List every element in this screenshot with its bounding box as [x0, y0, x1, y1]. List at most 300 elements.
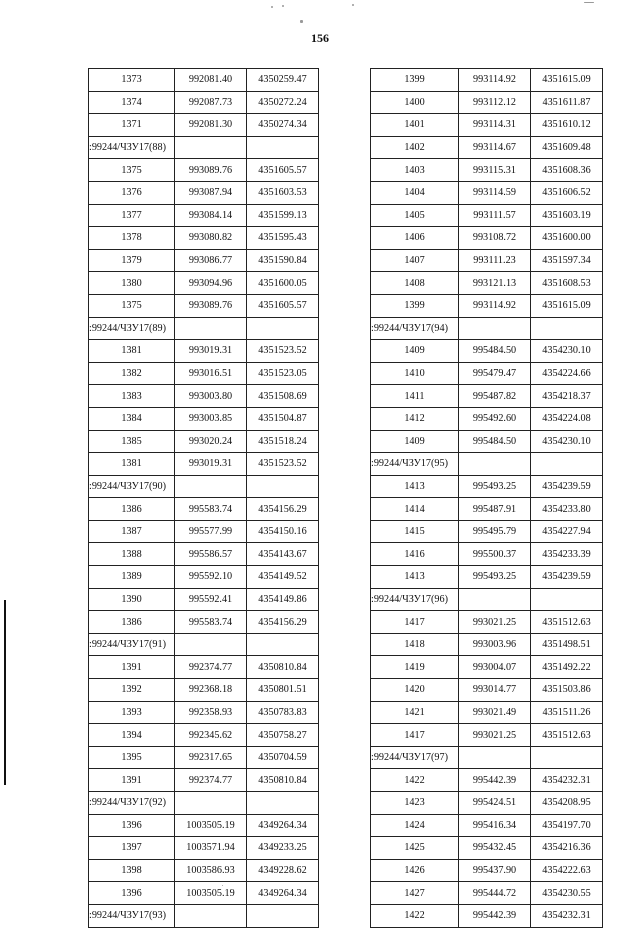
point-number-cell: 1418	[371, 633, 459, 656]
y-coordinate-cell: 4350704.59	[247, 746, 319, 769]
x-coordinate-cell: 993111.23	[459, 249, 531, 272]
y-coordinate-cell: 4351597.34	[531, 249, 603, 272]
x-coordinate-cell	[175, 475, 247, 498]
point-number-cell: 1383	[89, 385, 175, 408]
x-coordinate-cell: 993089.76	[175, 159, 247, 182]
x-coordinate-cell: 993014.77	[459, 679, 531, 702]
point-number-cell: 1371	[89, 114, 175, 137]
point-number-cell: 1417	[371, 611, 459, 634]
point-number-cell: 1424	[371, 814, 459, 837]
table-row	[89, 724, 319, 747]
table-row	[371, 679, 603, 702]
table-row	[89, 543, 319, 566]
point-number-cell: 1423	[371, 792, 459, 815]
x-coordinate-cell	[459, 588, 531, 611]
y-coordinate-cell: 4351599.13	[247, 204, 319, 227]
x-coordinate-cell: 1003586.93	[175, 859, 247, 882]
x-coordinate-cell: 995493.25	[459, 566, 531, 589]
x-coordinate-cell: 1003505.19	[175, 882, 247, 905]
table-row	[371, 453, 603, 476]
y-coordinate-cell: 4354143.67	[247, 543, 319, 566]
y-coordinate-cell: 4351615.09	[531, 69, 603, 92]
point-number-cell: 1375	[89, 294, 175, 317]
point-number-cell: 1388	[89, 543, 175, 566]
x-coordinate-cell: 995437.90	[459, 859, 531, 882]
table-row	[371, 227, 603, 250]
y-coordinate-cell: 4350272.24	[247, 91, 319, 114]
table-row	[371, 430, 603, 453]
point-number-cell: 1415	[371, 520, 459, 543]
table-row	[371, 407, 603, 430]
table-row	[89, 701, 319, 724]
table-row	[371, 792, 603, 815]
y-coordinate-cell: 4354150.16	[247, 520, 319, 543]
x-coordinate-cell: 993087.94	[175, 181, 247, 204]
y-coordinate-cell: 4351508.69	[247, 385, 319, 408]
table-row	[371, 204, 603, 227]
y-coordinate-cell: 4354230.10	[531, 430, 603, 453]
table-row	[371, 317, 603, 340]
table-row	[89, 317, 319, 340]
table-row	[89, 566, 319, 589]
x-coordinate-cell: 995592.41	[175, 588, 247, 611]
point-number-cell: 1398	[89, 859, 175, 882]
table-row	[89, 227, 319, 250]
table-row	[89, 114, 319, 137]
y-coordinate-cell: 4354222.63	[531, 859, 603, 882]
point-number-cell: 1409	[371, 430, 459, 453]
table-row	[371, 724, 603, 747]
y-coordinate-cell: 4351498.51	[531, 633, 603, 656]
table-row	[371, 385, 603, 408]
x-coordinate-cell: 995416.34	[459, 814, 531, 837]
table-row	[371, 294, 603, 317]
table-row	[89, 294, 319, 317]
point-number-cell: 1391	[89, 656, 175, 679]
coordinates-table-right	[370, 68, 603, 928]
y-coordinate-cell: 4354224.08	[531, 407, 603, 430]
margin-bar	[4, 600, 6, 785]
point-number-cell: 1379	[89, 249, 175, 272]
parcel-label-cell: :99244/ЧЗУ17(89)	[89, 317, 175, 340]
point-number-cell: 1392	[89, 679, 175, 702]
y-coordinate-cell	[247, 317, 319, 340]
x-coordinate-cell: 995432.45	[459, 837, 531, 860]
table-row	[371, 475, 603, 498]
x-coordinate-cell	[175, 633, 247, 656]
y-coordinate-cell: 4351595.43	[247, 227, 319, 250]
y-coordinate-cell: 4354233.80	[531, 498, 603, 521]
point-number-cell: 1374	[89, 91, 175, 114]
y-coordinate-cell	[247, 904, 319, 927]
y-coordinate-cell: 4351503.86	[531, 679, 603, 702]
point-number-cell: 1384	[89, 407, 175, 430]
x-coordinate-cell: 993111.57	[459, 204, 531, 227]
x-coordinate-cell: 995479.47	[459, 362, 531, 385]
y-coordinate-cell	[247, 633, 319, 656]
x-coordinate-cell: 993121.13	[459, 272, 531, 295]
y-coordinate-cell: 4349264.34	[247, 882, 319, 905]
y-coordinate-cell: 4351611.87	[531, 91, 603, 114]
x-coordinate-cell: 992087.73	[175, 91, 247, 114]
point-number-cell: 1417	[371, 724, 459, 747]
table-row	[371, 814, 603, 837]
y-coordinate-cell: 4351608.53	[531, 272, 603, 295]
point-number-cell: 1427	[371, 882, 459, 905]
x-coordinate-cell: 995424.51	[459, 792, 531, 815]
y-coordinate-cell: 4351600.05	[247, 272, 319, 295]
table-row	[371, 837, 603, 860]
y-coordinate-cell: 4354230.10	[531, 340, 603, 363]
point-number-cell: 1420	[371, 679, 459, 702]
x-coordinate-cell: 995592.10	[175, 566, 247, 589]
y-coordinate-cell	[247, 792, 319, 815]
table-row	[371, 272, 603, 295]
y-coordinate-cell: 4351523.05	[247, 362, 319, 385]
x-coordinate-cell	[175, 136, 247, 159]
y-coordinate-cell	[531, 588, 603, 611]
x-coordinate-cell: 995495.79	[459, 520, 531, 543]
point-number-cell: 1401	[371, 114, 459, 137]
x-coordinate-cell: 993020.24	[175, 430, 247, 453]
table-row	[371, 566, 603, 589]
table-row	[371, 746, 603, 769]
x-coordinate-cell: 993019.31	[175, 340, 247, 363]
y-coordinate-cell: 4351523.52	[247, 340, 319, 363]
table-row	[89, 611, 319, 634]
point-number-cell: 1381	[89, 340, 175, 363]
x-coordinate-cell: 995442.39	[459, 904, 531, 927]
y-coordinate-cell: 4349228.62	[247, 859, 319, 882]
table-row	[371, 633, 603, 656]
table-row	[89, 498, 319, 521]
x-coordinate-cell	[175, 317, 247, 340]
table-row	[89, 520, 319, 543]
x-coordinate-cell: 995500.37	[459, 543, 531, 566]
table-row	[89, 362, 319, 385]
point-number-cell: 1396	[89, 814, 175, 837]
x-coordinate-cell: 993004.07	[459, 656, 531, 679]
y-coordinate-cell: 4354208.95	[531, 792, 603, 815]
point-number-cell: 1426	[371, 859, 459, 882]
x-coordinate-cell: 995484.50	[459, 340, 531, 363]
point-number-cell: 1391	[89, 769, 175, 792]
parcel-label-cell: :99244/ЧЗУ17(91)	[89, 633, 175, 656]
table-row	[89, 859, 319, 882]
table-row	[371, 136, 603, 159]
table-row	[89, 904, 319, 927]
point-number-cell: 1390	[89, 588, 175, 611]
y-coordinate-cell: 4351605.57	[247, 159, 319, 182]
y-coordinate-cell: 4354197.70	[531, 814, 603, 837]
x-coordinate-cell: 995487.82	[459, 385, 531, 408]
table-row	[371, 611, 603, 634]
point-number-cell: 1378	[89, 227, 175, 250]
point-number-cell: 1380	[89, 272, 175, 295]
table-row	[89, 91, 319, 114]
y-coordinate-cell: 4351523.52	[247, 453, 319, 476]
point-number-cell: 1425	[371, 837, 459, 860]
y-coordinate-cell: 4354156.29	[247, 498, 319, 521]
point-number-cell: 1403	[371, 159, 459, 182]
y-coordinate-cell: 4354230.55	[531, 882, 603, 905]
point-number-cell: 1402	[371, 136, 459, 159]
x-coordinate-cell: 1003571.94	[175, 837, 247, 860]
parcel-label-cell: :99244/ЧЗУ17(95)	[371, 453, 459, 476]
x-coordinate-cell: 992317.65	[175, 746, 247, 769]
table-row	[371, 114, 603, 137]
y-coordinate-cell: 4354239.59	[531, 475, 603, 498]
table-row	[89, 837, 319, 860]
y-coordinate-cell: 4351609.48	[531, 136, 603, 159]
x-coordinate-cell: 993084.14	[175, 204, 247, 227]
y-coordinate-cell: 4350810.84	[247, 769, 319, 792]
x-coordinate-cell: 993094.96	[175, 272, 247, 295]
table-row	[89, 430, 319, 453]
point-number-cell: 1386	[89, 498, 175, 521]
x-coordinate-cell: 993003.80	[175, 385, 247, 408]
point-number-cell: 1421	[371, 701, 459, 724]
table-row	[371, 159, 603, 182]
x-coordinate-cell: 993114.31	[459, 114, 531, 137]
y-coordinate-cell: 4351512.63	[531, 724, 603, 747]
table-row	[371, 249, 603, 272]
y-coordinate-cell: 4349264.34	[247, 814, 319, 837]
x-coordinate-cell: 993021.49	[459, 701, 531, 724]
x-coordinate-cell: 995484.50	[459, 430, 531, 453]
point-number-cell: 1422	[371, 769, 459, 792]
x-coordinate-cell: 993114.92	[459, 69, 531, 92]
table-row	[371, 181, 603, 204]
y-coordinate-cell	[531, 453, 603, 476]
x-coordinate-cell: 993112.12	[459, 91, 531, 114]
table-row	[89, 272, 319, 295]
point-number-cell: 1375	[89, 159, 175, 182]
y-coordinate-cell: 4351518.24	[247, 430, 319, 453]
y-coordinate-cell: 4351603.53	[247, 181, 319, 204]
point-number-cell: 1397	[89, 837, 175, 860]
x-coordinate-cell: 993016.51	[175, 362, 247, 385]
point-number-cell: 1422	[371, 904, 459, 927]
table-row	[89, 679, 319, 702]
point-number-cell: 1405	[371, 204, 459, 227]
point-number-cell: 1387	[89, 520, 175, 543]
y-coordinate-cell: 4351603.19	[531, 204, 603, 227]
y-coordinate-cell: 4351512.63	[531, 611, 603, 634]
x-coordinate-cell	[175, 904, 247, 927]
x-coordinate-cell: 993021.25	[459, 611, 531, 634]
x-coordinate-cell: 1003505.19	[175, 814, 247, 837]
table-row	[371, 498, 603, 521]
y-coordinate-cell: 4350758.27	[247, 724, 319, 747]
table-row	[371, 769, 603, 792]
table-row	[89, 882, 319, 905]
y-coordinate-cell	[247, 136, 319, 159]
table-row	[89, 181, 319, 204]
x-coordinate-cell: 995586.57	[175, 543, 247, 566]
table-row	[89, 69, 319, 92]
x-coordinate-cell: 992345.62	[175, 724, 247, 747]
table-row	[89, 453, 319, 476]
x-coordinate-cell	[459, 453, 531, 476]
y-coordinate-cell: 4354232.31	[531, 769, 603, 792]
coordinates-table-left	[88, 68, 319, 928]
table-row	[89, 814, 319, 837]
x-coordinate-cell: 995583.74	[175, 611, 247, 634]
y-coordinate-cell	[531, 317, 603, 340]
point-number-cell: 1414	[371, 498, 459, 521]
x-coordinate-cell	[459, 746, 531, 769]
table-row	[371, 69, 603, 92]
x-coordinate-cell: 993114.67	[459, 136, 531, 159]
x-coordinate-cell: 995487.91	[459, 498, 531, 521]
x-coordinate-cell: 992358.93	[175, 701, 247, 724]
table-row	[89, 407, 319, 430]
x-coordinate-cell: 993086.77	[175, 249, 247, 272]
x-coordinate-cell: 993080.82	[175, 227, 247, 250]
point-number-cell: 1407	[371, 249, 459, 272]
parcel-label-cell: :99244/ЧЗУ17(93)	[89, 904, 175, 927]
table-row	[371, 543, 603, 566]
y-coordinate-cell: 4351600.00	[531, 227, 603, 250]
x-coordinate-cell: 995442.39	[459, 769, 531, 792]
y-coordinate-cell: 4351492.22	[531, 656, 603, 679]
point-number-cell: 1412	[371, 407, 459, 430]
x-coordinate-cell: 993089.76	[175, 294, 247, 317]
point-number-cell: 1381	[89, 453, 175, 476]
y-coordinate-cell: 4351605.57	[247, 294, 319, 317]
table-row	[371, 656, 603, 679]
point-number-cell: 1394	[89, 724, 175, 747]
y-coordinate-cell: 4350259.47	[247, 69, 319, 92]
x-coordinate-cell: 995583.74	[175, 498, 247, 521]
point-number-cell: 1406	[371, 227, 459, 250]
x-coordinate-cell: 995444.72	[459, 882, 531, 905]
table-row	[371, 701, 603, 724]
y-coordinate-cell: 4354233.39	[531, 543, 603, 566]
y-coordinate-cell: 4351590.84	[247, 249, 319, 272]
x-coordinate-cell	[459, 317, 531, 340]
x-coordinate-cell: 993114.59	[459, 181, 531, 204]
table-row	[371, 340, 603, 363]
point-number-cell: 1393	[89, 701, 175, 724]
x-coordinate-cell: 995577.99	[175, 520, 247, 543]
y-coordinate-cell: 4351608.36	[531, 159, 603, 182]
point-number-cell: 1399	[371, 69, 459, 92]
parcel-label-cell: :99244/ЧЗУ17(97)	[371, 746, 459, 769]
point-number-cell: 1411	[371, 385, 459, 408]
table-row	[371, 362, 603, 385]
parcel-label-cell: :99244/ЧЗУ17(92)	[89, 792, 175, 815]
x-coordinate-cell: 992368.18	[175, 679, 247, 702]
page-number: 156	[311, 31, 329, 45]
x-coordinate-cell: 995493.25	[459, 475, 531, 498]
table-row	[89, 136, 319, 159]
x-coordinate-cell: 995492.60	[459, 407, 531, 430]
x-coordinate-cell: 993115.31	[459, 159, 531, 182]
x-coordinate-cell: 993114.92	[459, 294, 531, 317]
table-row	[89, 385, 319, 408]
y-coordinate-cell: 4354224.66	[531, 362, 603, 385]
table-row	[89, 769, 319, 792]
parcel-label-cell: :99244/ЧЗУ17(96)	[371, 588, 459, 611]
x-coordinate-cell: 992374.77	[175, 656, 247, 679]
x-coordinate-cell: 992374.77	[175, 769, 247, 792]
y-coordinate-cell: 4354232.31	[531, 904, 603, 927]
x-coordinate-cell	[175, 792, 247, 815]
table-row	[371, 882, 603, 905]
y-coordinate-cell: 4354149.86	[247, 588, 319, 611]
point-number-cell: 1400	[371, 91, 459, 114]
point-number-cell: 1376	[89, 181, 175, 204]
table-row	[89, 656, 319, 679]
table-row	[89, 746, 319, 769]
point-number-cell: 1410	[371, 362, 459, 385]
y-coordinate-cell: 4354156.29	[247, 611, 319, 634]
y-coordinate-cell	[247, 475, 319, 498]
x-coordinate-cell: 992081.30	[175, 114, 247, 137]
point-number-cell: 1373	[89, 69, 175, 92]
point-number-cell: 1386	[89, 611, 175, 634]
parcel-label-cell: :99244/ЧЗУ17(90)	[89, 475, 175, 498]
y-coordinate-cell: 4350810.84	[247, 656, 319, 679]
table-row	[89, 249, 319, 272]
x-coordinate-cell: 993003.96	[459, 633, 531, 656]
table-row	[371, 859, 603, 882]
point-number-cell: 1408	[371, 272, 459, 295]
point-number-cell: 1413	[371, 566, 459, 589]
x-coordinate-cell: 992081.40	[175, 69, 247, 92]
y-coordinate-cell: 4354227.94	[531, 520, 603, 543]
y-coordinate-cell: 4351606.52	[531, 181, 603, 204]
x-coordinate-cell: 993108.72	[459, 227, 531, 250]
point-number-cell: 1385	[89, 430, 175, 453]
point-number-cell: 1396	[89, 882, 175, 905]
point-number-cell: 1413	[371, 475, 459, 498]
table-row	[89, 204, 319, 227]
table-row	[89, 588, 319, 611]
x-coordinate-cell: 993021.25	[459, 724, 531, 747]
y-coordinate-cell	[531, 746, 603, 769]
point-number-cell: 1395	[89, 746, 175, 769]
point-number-cell: 1377	[89, 204, 175, 227]
point-number-cell: 1404	[371, 181, 459, 204]
table-row	[89, 159, 319, 182]
y-coordinate-cell: 4354218.37	[531, 385, 603, 408]
y-coordinate-cell: 4350801.51	[247, 679, 319, 702]
table-row	[371, 91, 603, 114]
table-row	[89, 475, 319, 498]
y-coordinate-cell: 4351615.09	[531, 294, 603, 317]
x-coordinate-cell: 993019.31	[175, 453, 247, 476]
table-row	[371, 520, 603, 543]
y-coordinate-cell: 4349233.25	[247, 837, 319, 860]
table-row	[89, 633, 319, 656]
parcel-label-cell: :99244/ЧЗУ17(88)	[89, 136, 175, 159]
y-coordinate-cell: 4351511.26	[531, 701, 603, 724]
y-coordinate-cell: 4350274.34	[247, 114, 319, 137]
point-number-cell: 1389	[89, 566, 175, 589]
y-coordinate-cell: 4350783.83	[247, 701, 319, 724]
y-coordinate-cell: 4354239.59	[531, 566, 603, 589]
point-number-cell: 1399	[371, 294, 459, 317]
parcel-label-cell: :99244/ЧЗУ17(94)	[371, 317, 459, 340]
x-coordinate-cell: 993003.85	[175, 407, 247, 430]
table-row	[89, 340, 319, 363]
y-coordinate-cell: 4351610.12	[531, 114, 603, 137]
table-row	[89, 792, 319, 815]
table-row	[371, 588, 603, 611]
